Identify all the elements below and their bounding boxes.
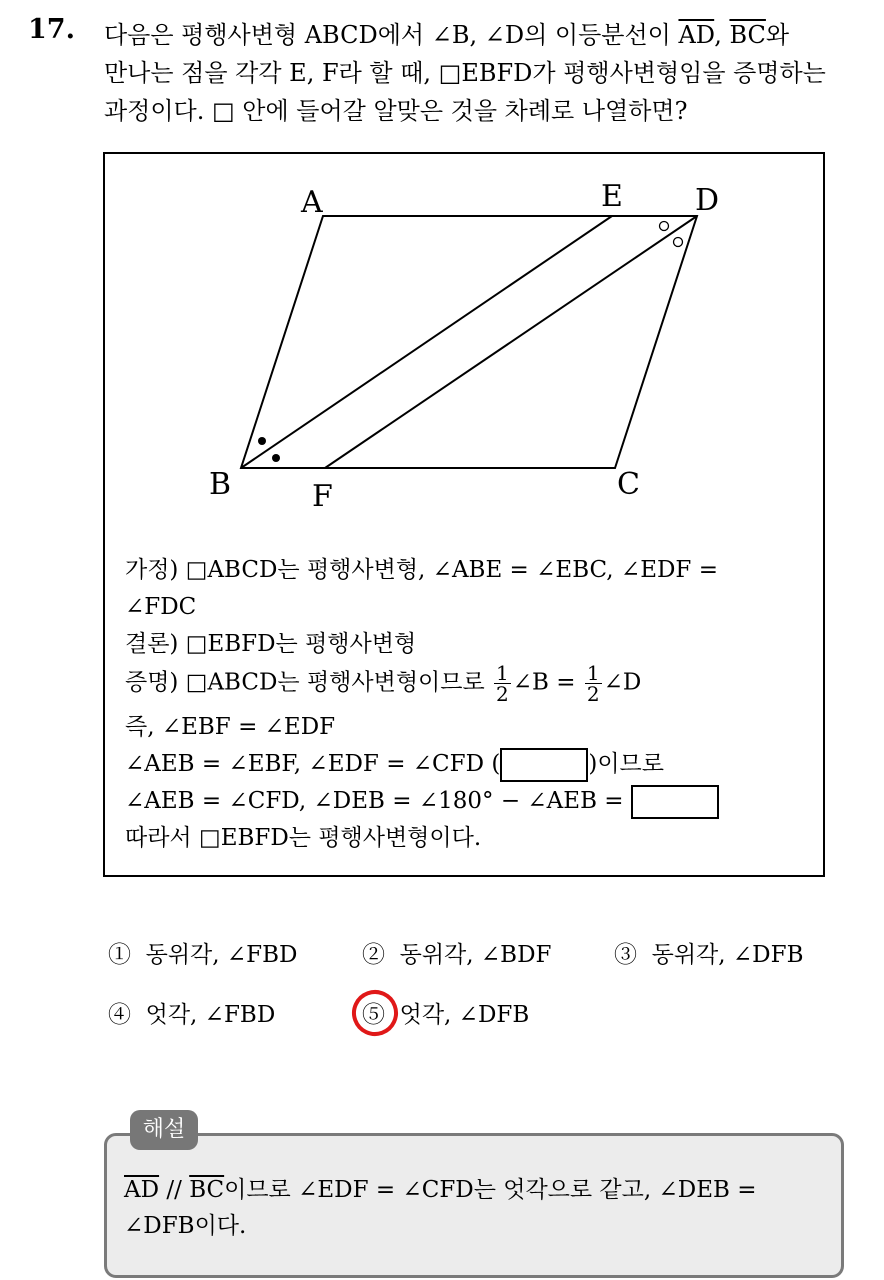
solution-line-1-text: 이므로 ∠EDF = ∠CFD는 엇각으로 같고, ∠DEB = [224,1177,757,1203]
choice-4-text: 엇각, ∠FBD [145,1002,276,1028]
label-d: D [695,183,720,218]
step-line-3 [125,783,815,820]
choice-3-number: ③ [614,942,637,968]
parallel-symbol: // [159,1177,190,1203]
solution-line-1 [124,1172,829,1208]
angle-mark-d1 [660,222,669,231]
step-line-3a: ∠AEB = ∠CFD, ∠DEB = ∠180° − ∠AEB = [125,788,624,814]
answer-blank-2 [631,785,719,819]
choice-3-text: 동위각, ∠DFB [651,942,804,968]
choice-5-text: 엇각, ∠DFB [399,1002,530,1028]
selected-answer-circle-mark [346,984,405,1043]
solution-tag: 해설 [130,1110,198,1150]
choice-2-number: ② [362,942,385,968]
fraction-denominator: 2 [586,682,600,706]
label-e: E [601,179,623,214]
step-line-2a: ∠AEB = ∠EBF, ∠EDF = ∠CFD ( [125,751,501,777]
choice-3[interactable] [614,936,803,969]
label-b: B [209,467,232,502]
angle-mark-b2 [272,454,280,462]
parallelogram-figure [105,154,823,534]
fraction-half-2 [585,663,602,704]
choice-1-text: 동위각, ∠FBD [145,942,298,968]
choice-5-number: ⑤ [362,1002,385,1028]
proof-line-a: 증명) □ABCD는 평행사변형이므로 [125,669,485,696]
question-text [104,16,874,130]
choice-1[interactable] [108,936,297,969]
choice-2-text: 동위각, ∠BDF [399,942,552,968]
hypothesis-line-1: 가정) □ABCD는 평행사변형, ∠ABE = ∠EBC, ∠EDF = [125,557,718,583]
question-line-2: 만나는 점을 각각 E, F라 할 때, □EBFD가 평행사변형임을 증명하는 [104,59,826,87]
question-number: 17. [28,14,75,45]
proof-line-b: ∠B = [512,669,576,696]
fraction-numerator: 1 [496,661,509,685]
question-line-1b: , [714,21,730,49]
bisector-be [241,216,612,468]
parallelogram-abcd [241,216,697,468]
question-line-1 [104,16,874,54]
choice-4[interactable] [108,996,275,1029]
solution-segment-ad: $\overline{AD}$ [124,1177,160,1203]
step-line-2b: )이므로 [588,751,664,777]
choice-4-number: ④ [108,1002,131,1028]
fraction-half-1 [494,663,511,704]
fraction-numerator: 1 [586,661,600,685]
solution-line-2: ∠DFB이다. [124,1213,247,1239]
label-f: F [312,479,333,514]
fraction-denominator: 2 [496,682,509,706]
label-c: C [617,467,640,502]
proof-text [125,552,815,857]
step-line-1: 즉, ∠EBF = ∠EDF [125,714,336,740]
step-line-4: 따라서 □EBFD는 평행사변형이다. [125,825,482,851]
answer-blank-1 [500,748,588,782]
segment-bc: $\overline{BC}$ [729,21,766,49]
proof-line-c: ∠D [603,669,642,696]
problem-box [103,152,825,877]
angle-mark-b1 [258,437,266,445]
question-line-3: 과정이다. □ 안에 들어갈 알맞은 것을 차례로 나열하면? [104,97,688,125]
question-line-1c: 와 [765,21,790,49]
bisector-df [325,216,697,468]
label-a: A [301,185,323,220]
question-line-1a: 다음은 평행사변형 ABCD에서 ∠B, ∠D의 이등분선이 [104,21,679,49]
step-line-2 [125,746,815,783]
choice-1-number: ① [108,942,131,968]
hypothesis-line-2: ∠FDC [125,594,197,620]
conclusion-line: 결론) □EBFD는 평행사변형 [125,631,417,657]
solution-segment-bc: $\overline{BC}$ [189,1177,225,1203]
segment-ad: $\overline{AD}$ [678,21,715,49]
choice-2[interactable] [362,936,551,969]
angle-mark-d2 [674,238,683,247]
proof-line [125,663,815,709]
solution-text [124,1172,829,1244]
